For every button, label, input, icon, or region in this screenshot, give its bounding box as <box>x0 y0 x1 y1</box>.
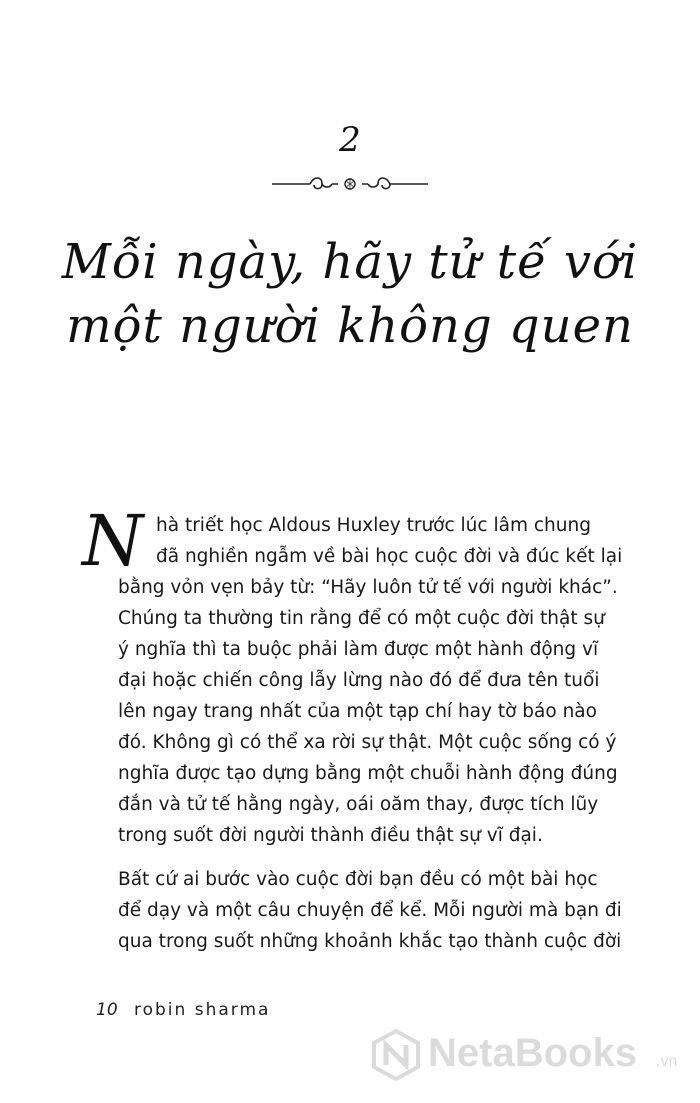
paragraph-1 <box>118 510 623 851</box>
text-line: lên ngay trang nhất của một tạp chí hay tờ báo nào <box>118 701 597 722</box>
watermark-suffix: .vn <box>656 1053 678 1070</box>
title-line-1: Mỗi ngày, hãy tử tế với <box>61 234 639 290</box>
page-number: 10 <box>96 1000 118 1020</box>
text-line: để dạy và một câu chuyện để kể. Mỗi người mà bạn đi <box>118 900 622 921</box>
chapter-title <box>60 230 640 358</box>
ornament-divider-icon <box>270 170 430 198</box>
text-line: trong suốt đời người thành điều thật sự vĩ đại. <box>118 825 543 846</box>
text-line: đại hoặc chiến công lẫy lừng nào đó để đưa tên tuổi <box>118 670 600 691</box>
text-line: ý nghĩa thì ta buộc phải làm được một hành động vĩ <box>118 639 599 660</box>
running-footer-author: robin sharma <box>134 1000 271 1020</box>
text-line: hà triết học Aldous Huxley trước lúc lâm chung <box>156 515 591 536</box>
text-line: đó. Không gì có thể xa rời sự thật. Một cuộc sống có ý <box>118 732 617 753</box>
title-line-2: một người không quen <box>66 298 634 354</box>
netabooks-logo-icon <box>370 1029 422 1081</box>
watermark <box>370 1025 690 1085</box>
text-line: nghĩa được tạo dựng bằng một chuỗi hành động đúng <box>118 763 618 784</box>
paragraph-2 <box>118 864 622 957</box>
body-text <box>118 510 623 970</box>
text-line: đã nghiền ngẫm về bài học cuộc đời và đúc kết lại <box>156 546 623 567</box>
drop-cap: N <box>82 500 144 582</box>
text-line: bằng vỏn vẹn bảy từ: “Hãy luôn tử tế với người khác”. <box>118 577 618 598</box>
chapter-number: 2 <box>339 120 361 160</box>
text-line: Bất cứ ai bước vào cuộc đời bạn đều có một bài học <box>118 869 598 890</box>
text-line: qua trong suốt những khoảnh khắc tạo thành cuộc đời <box>118 931 622 952</box>
watermark-brand: NetaBooks <box>428 1031 637 1075</box>
text-line: đắn và tử tế hằng ngày, oái oăm thay, được tích lũy <box>118 794 599 815</box>
text-line: Chúng ta thường tin rằng để có một cuộc đời thật sự <box>118 608 605 629</box>
